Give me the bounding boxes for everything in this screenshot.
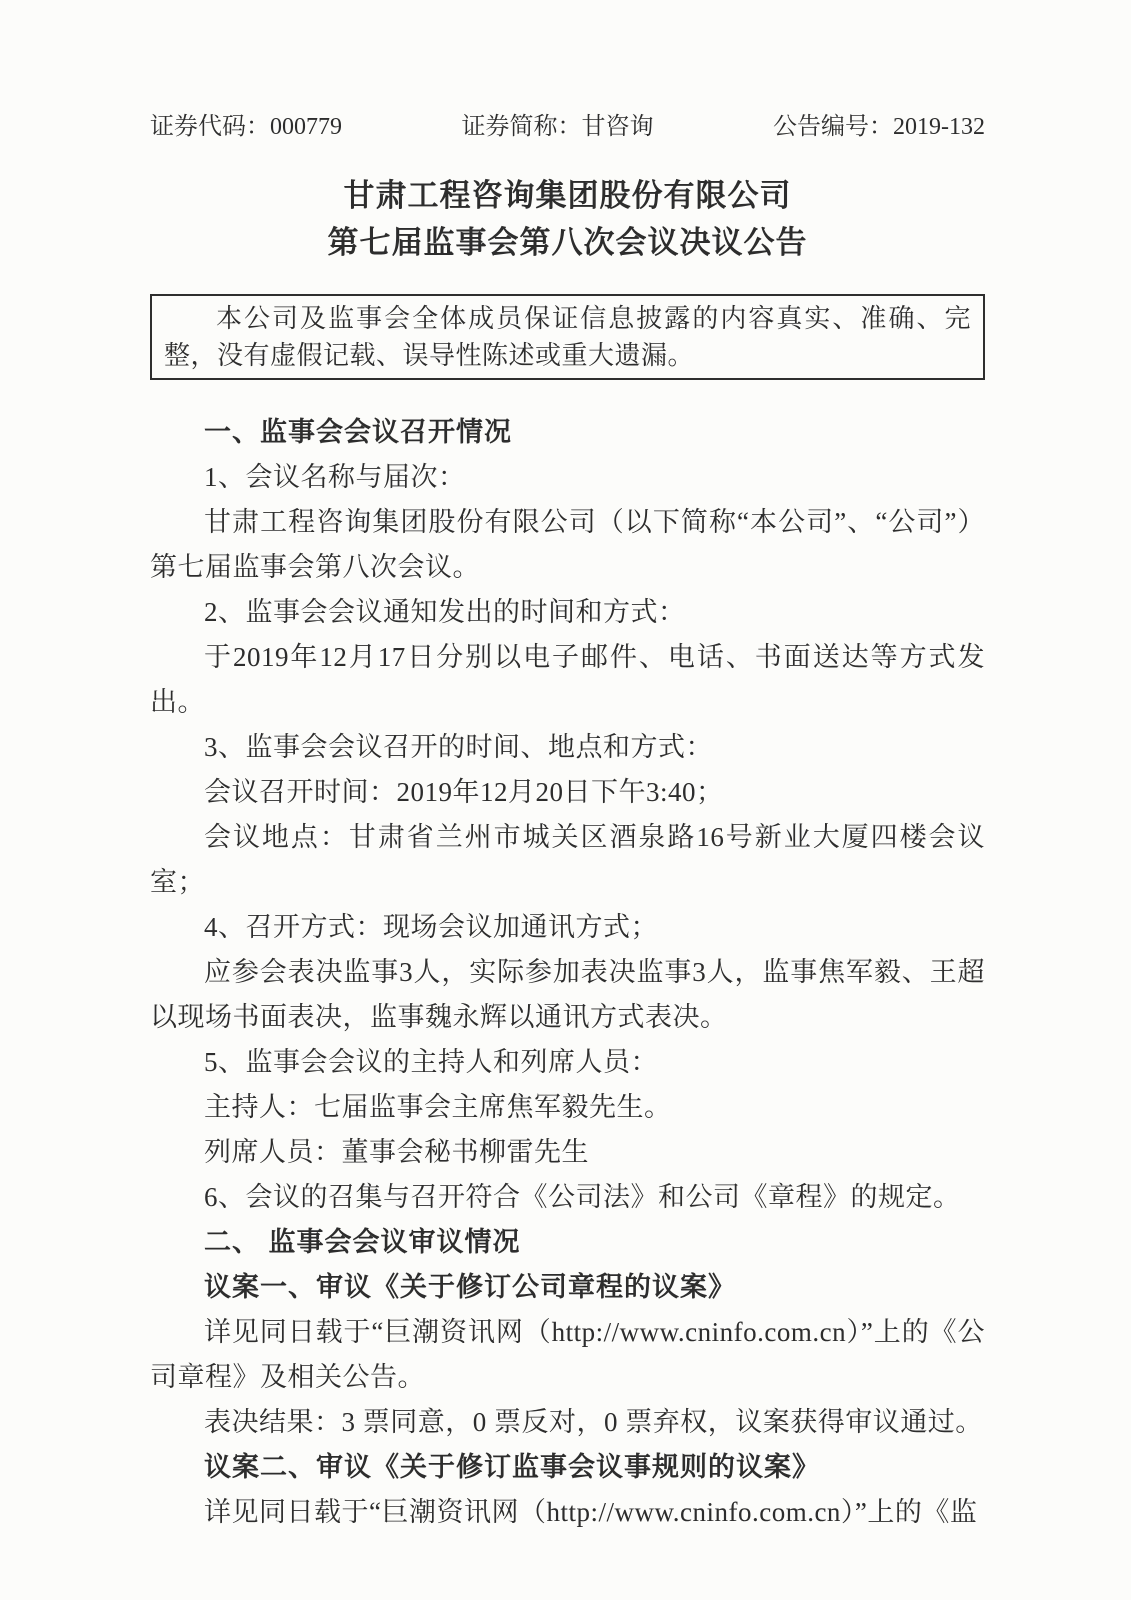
stock-code: 证券代码：000779: [150, 114, 342, 140]
paragraph: 5、监事会会议的主持人和列席人员：: [204, 1047, 658, 1077]
paragraph: 3、监事会会议召开的时间、地点和方式：: [204, 732, 713, 762]
paragraph: 于2019年12月17日分别以电子邮件、电话、书面送达等方式发出。: [150, 642, 985, 717]
section-heading: 议案一、审议《关于修订公司章程的议案》: [204, 1272, 736, 1302]
paragraph: 1、会议名称与届次：: [204, 462, 466, 492]
paragraph: 主持人：七届监事会主席焦军毅先生。: [204, 1092, 672, 1122]
document-header: [150, 112, 985, 142]
section-heading: 一、监事会会议召开情况: [204, 417, 512, 447]
paragraph: 4、召开方式：现场会议加通讯方式；: [204, 912, 658, 942]
paragraph: 会议召开时间：2019年12月20日下午3:40；: [204, 777, 724, 807]
title-meeting-name: 第七届监事会第八次会议决议公告: [327, 225, 808, 260]
paragraph: 应参会表决监事3人，实际参加表决监事3人，监事焦军毅、王超以现场书面表决，监事魏永辉以通讯方式表决。: [150, 957, 985, 1032]
paragraph: 2、监事会会议通知发出的时间和方式：: [204, 597, 686, 627]
page-title: [150, 172, 985, 266]
disclaimer-box: [150, 294, 985, 380]
disclaimer-text: 本公司及监事会全体成员保证信息披露的内容真实、准确、完整，没有虚假记载、误导性陈述或重大遗漏。: [164, 304, 971, 370]
document-body: [150, 410, 985, 1535]
paragraph: 详见同日载于“巨潮资讯网（http://www.cninfo.com.cn）”上的《公司章程》及相关公告。: [150, 1317, 985, 1392]
title-company-name: 甘肃工程咨询集团股份有限公司: [343, 178, 792, 213]
paragraph: 6、会议的召集与召开符合《公司法》和公司《章程》的规定。: [204, 1182, 961, 1212]
paragraph: 会议地点：甘肃省兰州市城关区酒泉路16号新业大厦四楼会议室；: [150, 822, 985, 897]
paragraph: 表决结果：3 票同意，0 票反对，0 票弃权，议案获得审议通过。: [204, 1407, 983, 1437]
section-heading: 二、 监事会会议审议情况: [204, 1227, 521, 1257]
stock-abbr: 证券简称：甘咨询: [461, 114, 654, 140]
paragraph: 甘肃工程咨询集团股份有限公司（以下简称“本公司”、“公司”）第七届监事会第八次会议。: [150, 507, 985, 582]
section-heading: 议案二、审议《关于修订监事会议事规则的议案》: [204, 1452, 820, 1482]
paragraph: 详见同日载于“巨潮资讯网（http://www.cninfo.com.cn）”上的《监: [204, 1497, 978, 1527]
paragraph: 列席人员：董事会秘书柳雷先生: [204, 1137, 589, 1167]
announcement-number: 公告编号：2019-132: [773, 114, 985, 140]
